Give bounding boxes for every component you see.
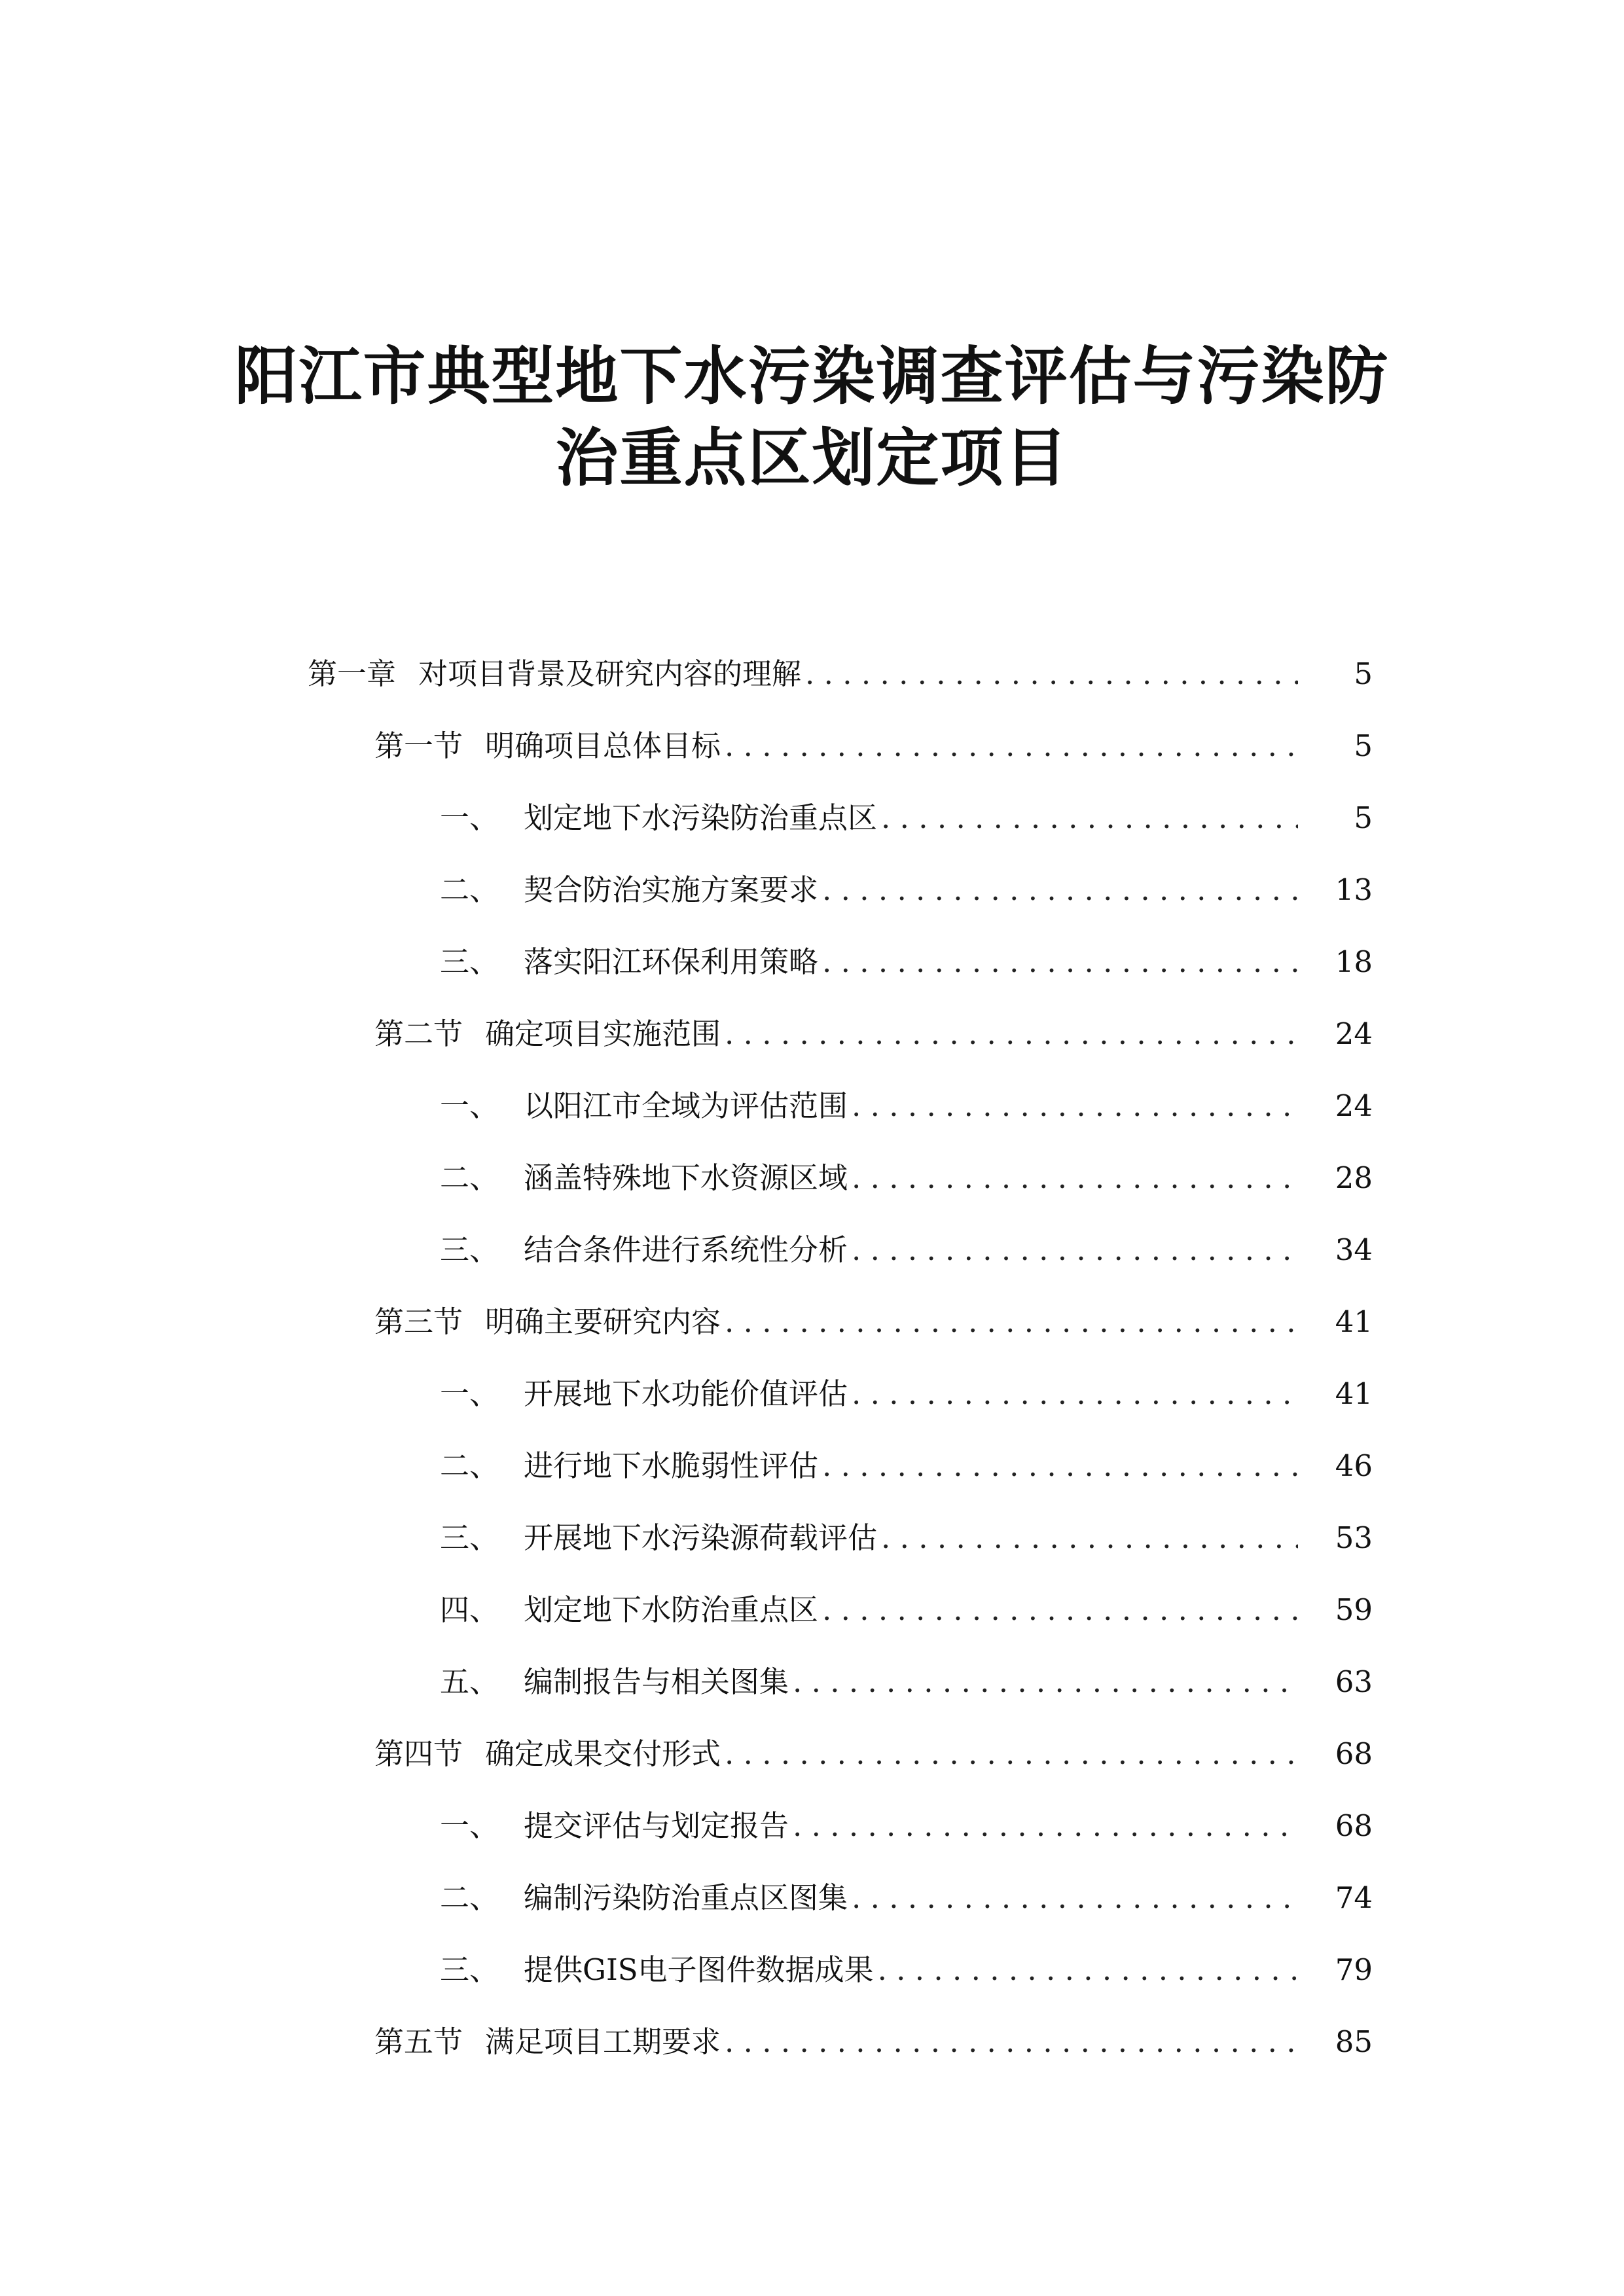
toc-entry[interactable] (0, 1646, 1624, 1718)
toc-dot-leader (881, 1502, 1298, 1574)
toc-entry[interactable] (0, 782, 1624, 854)
toc-entry[interactable] (0, 1934, 1624, 2006)
toc-entry-label: 编制报告与相关图集 (524, 1664, 789, 1699)
toc-entry-number: 三、 (440, 1952, 499, 1987)
toc-entry-number: 第五节 (374, 2024, 463, 2059)
toc-entry[interactable] (0, 1430, 1624, 1502)
toc-entry-label: 满足项目工期要求 (485, 2024, 721, 2059)
toc-entry-label: 确定成果交付形式 (485, 1736, 721, 1771)
toc-entry[interactable] (0, 1214, 1624, 1286)
toc-entry-page-number: 5 (1354, 728, 1373, 763)
toc-entry-label: 进行地下水脆弱性评估 (524, 1448, 819, 1483)
toc-dot-leader (793, 1646, 1298, 1718)
toc-entry-page-number: 24 (1335, 1088, 1373, 1123)
toc-entry-number: 一、 (440, 800, 499, 835)
toc-dot-leader (725, 1718, 1298, 1790)
toc-entry-page-number: 79 (1335, 1952, 1373, 1987)
toc-dot-leader (805, 638, 1298, 710)
toc-entry-page-number: 24 (1335, 1016, 1373, 1051)
toc-entry-label: 划定地下水污染防治重点区 (524, 800, 878, 835)
toc-dot-leader (878, 1934, 1298, 2006)
toc-dot-leader (822, 1574, 1298, 1646)
toc-entry-page-number: 18 (1335, 944, 1373, 979)
toc-dot-leader (725, 2006, 1298, 2078)
toc-entry-label: 编制污染防治重点区图集 (524, 1880, 848, 1915)
toc-entry-label: 以阳江市全域为评估范围 (524, 1088, 848, 1123)
toc-entry-page-number: 59 (1335, 1592, 1373, 1627)
toc-entry-number: 五、 (440, 1664, 499, 1699)
toc-entry-label: 明确主要研究内容 (485, 1304, 721, 1339)
toc-entry-number: 一、 (440, 1088, 499, 1123)
toc-entry-number: 四、 (440, 1592, 499, 1627)
toc-entry-number: 第三节 (374, 1304, 463, 1339)
toc-entry-page-number: 63 (1335, 1664, 1373, 1699)
toc-entry-page-number: 46 (1335, 1448, 1373, 1483)
toc-entry-label: 提交评估与划定报告 (524, 1808, 789, 1843)
toc-entry-number: 一、 (440, 1808, 499, 1843)
toc-dot-leader (725, 710, 1298, 782)
toc-entry[interactable] (0, 1790, 1624, 1862)
toc-entry-label: 确定项目实施范围 (485, 1016, 721, 1051)
toc-entry-number: 二、 (440, 1448, 499, 1483)
toc-entry-page-number: 85 (1335, 2024, 1373, 2059)
toc-entry-label: 对项目背景及研究内容的理解 (418, 656, 802, 691)
toc-dot-leader (822, 1430, 1298, 1502)
toc-entry-number: 二、 (440, 872, 499, 907)
toc-dot-leader (881, 782, 1298, 854)
document-title-line-2: 治重点区划定项目 (555, 422, 1069, 495)
toc-entry-label: 契合防治实施方案要求 (524, 872, 819, 907)
toc-entry-page-number: 13 (1335, 872, 1373, 907)
toc-entry-number: 第一章 (308, 656, 397, 691)
toc-entry-page-number: 34 (1335, 1232, 1373, 1267)
toc-entry-page-number: 5 (1354, 656, 1373, 691)
toc-dot-leader (852, 1142, 1298, 1214)
toc-dot-leader (852, 1070, 1298, 1142)
toc-entry[interactable] (0, 1718, 1624, 1790)
toc-entry-page-number: 53 (1335, 1520, 1373, 1555)
toc-dot-leader (822, 926, 1298, 998)
toc-entry-page-number: 68 (1335, 1736, 1373, 1771)
toc-entry-label: 开展地下水污染源荷载评估 (524, 1520, 878, 1555)
toc-entry[interactable] (0, 710, 1624, 782)
toc-entry-label: 明确项目总体目标 (485, 728, 721, 763)
toc-entry-label: 涵盖特殊地下水资源区域 (524, 1160, 848, 1195)
toc-entry[interactable] (0, 1574, 1624, 1646)
toc-entry-number: 一、 (440, 1376, 499, 1411)
table-of-contents (0, 638, 1624, 2078)
toc-entry[interactable] (0, 2006, 1624, 2078)
toc-dot-leader (725, 998, 1298, 1070)
toc-entry-label: 落实阳江环保利用策略 (524, 944, 819, 979)
toc-entry-page-number: 68 (1335, 1808, 1373, 1843)
toc-entry[interactable] (0, 1358, 1624, 1430)
toc-dot-leader (793, 1790, 1298, 1862)
toc-entry[interactable] (0, 1502, 1624, 1574)
toc-dot-leader (852, 1214, 1298, 1286)
toc-entry-number: 二、 (440, 1160, 499, 1195)
toc-entry-page-number: 5 (1354, 800, 1373, 835)
toc-dot-leader (852, 1862, 1298, 1934)
toc-entry-label: 结合条件进行系统性分析 (524, 1232, 848, 1267)
toc-entry-number: 三、 (440, 1520, 499, 1555)
toc-entry[interactable] (0, 1070, 1624, 1142)
toc-entry-page-number: 74 (1335, 1880, 1373, 1915)
toc-entry-number: 第四节 (374, 1736, 463, 1771)
toc-entry-number: 三、 (440, 944, 499, 979)
toc-entry-page-number: 28 (1335, 1160, 1373, 1195)
toc-entry-page-number: 41 (1335, 1304, 1373, 1339)
toc-entry-label: 划定地下水防治重点区 (524, 1592, 819, 1627)
toc-entry[interactable] (0, 1142, 1624, 1214)
toc-entry-number: 第二节 (374, 1016, 463, 1051)
toc-entry-number: 第一节 (374, 728, 463, 763)
toc-entry-page-number: 41 (1335, 1376, 1373, 1411)
toc-entry-number: 三、 (440, 1232, 499, 1267)
toc-entry-label: 开展地下水功能价值评估 (524, 1376, 848, 1411)
toc-entry-label: 提供GIS电子图件数据成果 (524, 1952, 874, 1987)
document-title-line-1: 阳江市典型地下水污染调查评估与污染防 (234, 340, 1390, 413)
toc-dot-leader (725, 1286, 1298, 1358)
toc-entry[interactable] (0, 854, 1624, 926)
toc-entry[interactable] (0, 1286, 1624, 1358)
toc-entry-number: 二、 (440, 1880, 499, 1915)
toc-entry[interactable] (0, 926, 1624, 998)
toc-dot-leader (852, 1358, 1298, 1430)
toc-dot-leader (822, 854, 1298, 926)
toc-entry[interactable] (0, 638, 1624, 710)
toc-entry[interactable] (0, 1862, 1624, 1934)
toc-entry[interactable] (0, 998, 1624, 1070)
